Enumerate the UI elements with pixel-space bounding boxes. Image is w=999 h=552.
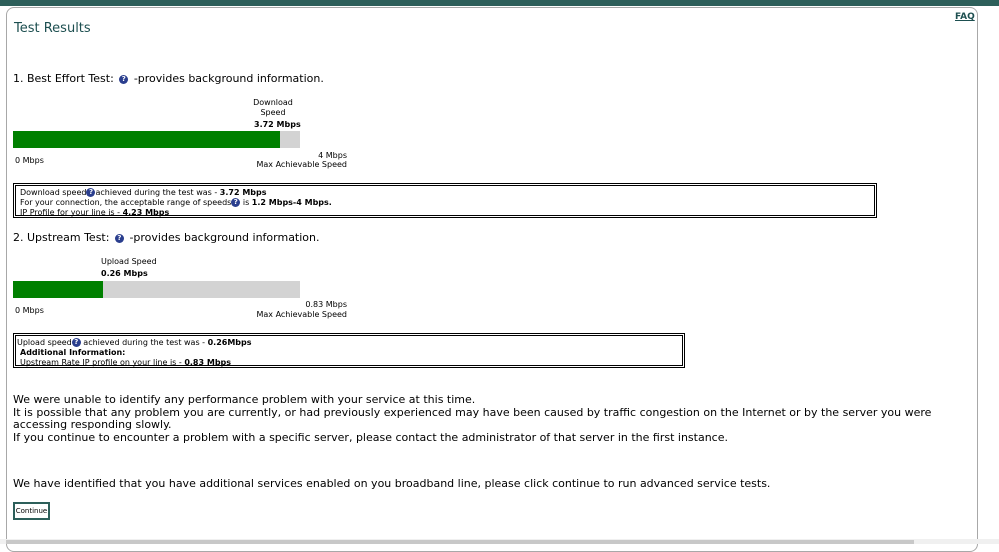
upload-details-box: [13, 333, 685, 368]
horizontal-scrollbar-thumb[interactable]: [6, 540, 914, 544]
upload-progress-track: [13, 281, 300, 298]
continue-button[interactable]: Continue: [13, 502, 50, 520]
info-icon[interactable]: ?: [231, 198, 240, 207]
info-icon[interactable]: ?: [86, 188, 95, 197]
download-details-box: [13, 183, 877, 218]
upload-min-label: 0 Mbps: [15, 306, 44, 315]
top-header-bar: [0, 0, 999, 6]
upload-detail-line1: Upload speed ? achieved during the test was - 0.26Mbps: [17, 338, 252, 347]
page-title: Test Results: [14, 21, 91, 36]
additional-services-message: We have identified that you have additional services enabled on you broadband line, please click continue to run advanced service tests.: [13, 477, 771, 490]
upload-detail-line3: Upstream Rate IP profile on your line is - 0.83 Mbps: [20, 358, 232, 367]
upstream-heading-text: 2. Upstream Test:: [13, 231, 110, 244]
result-message-line2: It is possible that any problem you are currently, or had previously experienced may have been caused by traffic congestion on the Internet or by the server you were accessing responding slowly.: [13, 405, 932, 431]
download-detail-line3: IP Profile for your line is - 4.23 Mbps: [20, 208, 170, 217]
upload-speed-label: Upload Speed: [101, 257, 157, 266]
download-progress-fill: [13, 131, 280, 148]
upload-detail-line2: Additional Information:: [20, 348, 126, 357]
download-label-line1: Download: [253, 98, 293, 107]
upload-max-caption: Max Achievable Speed: [256, 310, 347, 319]
faq-link[interactable]: FAQ: [955, 12, 975, 22]
best-effort-heading-text: 1. Best Effort Test:: [13, 72, 114, 85]
result-message-line1: We were unable to identify any performance problem with your service at this time.: [13, 393, 476, 406]
info-icon[interactable]: ?: [72, 338, 81, 347]
download-label-line2: Speed: [260, 108, 286, 117]
upload-speed-value: 0.26 Mbps: [101, 269, 148, 278]
upload-progress-fill: [13, 281, 103, 298]
download-speed-value: 3.72 Mbps: [254, 120, 301, 129]
horizontal-scrollbar[interactable]: [0, 539, 999, 544]
download-detail-line2: For your connection, the acceptable range of speeds ? is 1.2 Mbps-4 Mbps.: [20, 198, 332, 207]
upstream-heading: [13, 231, 320, 244]
upload-max-value: 0.83 Mbps: [305, 300, 347, 309]
content-frame: [6, 7, 978, 552]
vertical-scrollbar[interactable]: [987, 6, 999, 539]
download-max-caption: Max Achievable Speed: [256, 160, 347, 169]
result-message: [13, 394, 963, 444]
info-icon[interactable]: ?: [119, 75, 128, 84]
download-min-label: 0 Mbps: [15, 156, 44, 165]
info-icon[interactable]: ?: [115, 234, 124, 243]
download-max-value: 4 Mbps: [318, 151, 347, 160]
download-detail-line1: Download speed ? achieved during the test was - 3.72 Mbps: [20, 188, 267, 197]
upstream-info-text: -provides background information.: [129, 231, 320, 244]
download-speed-label: [250, 98, 296, 118]
best-effort-heading: [13, 72, 324, 85]
result-message-line3: If you continue to encounter a problem with a specific server, please contact the administrator of that server in the first instance.: [13, 430, 728, 444]
best-effort-info-text: -provides background information.: [133, 72, 324, 85]
download-progress-track: [13, 131, 300, 148]
